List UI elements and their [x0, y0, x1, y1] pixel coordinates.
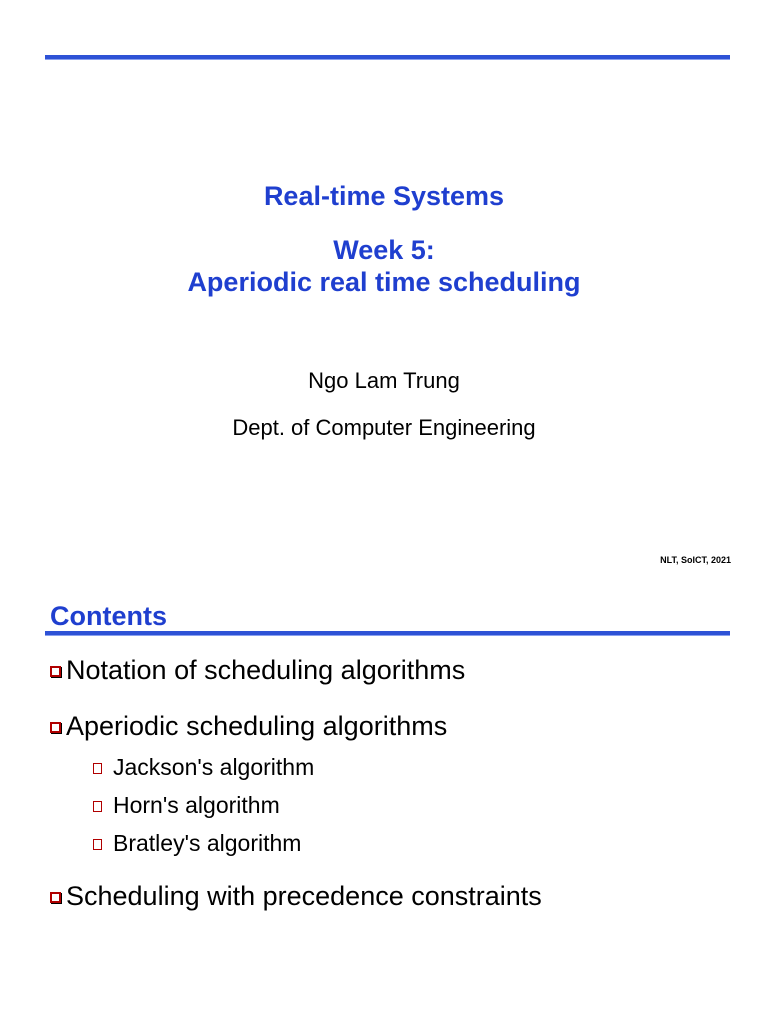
contents-item: [50, 654, 465, 686]
contents-subitem: [93, 791, 280, 819]
hollow-bullet-icon: [93, 839, 102, 850]
contents-subitem: [93, 829, 301, 857]
contents-item-label: Scheduling with precedence constraints: [66, 881, 542, 911]
square-bullet-icon: [50, 892, 61, 903]
contents-subitem: [93, 753, 314, 781]
author-name: Ngo Lam Trung: [308, 368, 460, 393]
contents-subitem-label: Horn's algorithm: [113, 792, 280, 818]
square-bullet-icon: [50, 722, 61, 733]
contents-slide: [0, 585, 768, 1024]
contents-item: [50, 710, 447, 742]
contents-item: [50, 880, 542, 912]
contents-divider: [45, 631, 730, 635]
contents-subitem-label: Bratley's algorithm: [113, 830, 302, 856]
hollow-bullet-icon: [93, 763, 102, 774]
department: Dept. of Computer Engineering: [232, 415, 536, 440]
contents-item-label: Aperiodic scheduling algorithms: [66, 711, 448, 741]
contents-item-label: Notation of scheduling algorithms: [66, 655, 466, 685]
top-divider: [45, 55, 730, 59]
hollow-bullet-icon: [93, 801, 102, 812]
contents-subitem-label: Jackson's algorithm: [113, 754, 315, 780]
contents-heading: Contents: [50, 601, 167, 631]
slide-footer: NLT, SoICT, 2021: [660, 555, 731, 565]
course-title: Real-time Systems: [263, 181, 505, 211]
square-bullet-icon: [50, 666, 61, 677]
week-label: Week 5:: [333, 235, 435, 265]
lecture-topic: Aperiodic real time scheduling: [187, 267, 581, 297]
